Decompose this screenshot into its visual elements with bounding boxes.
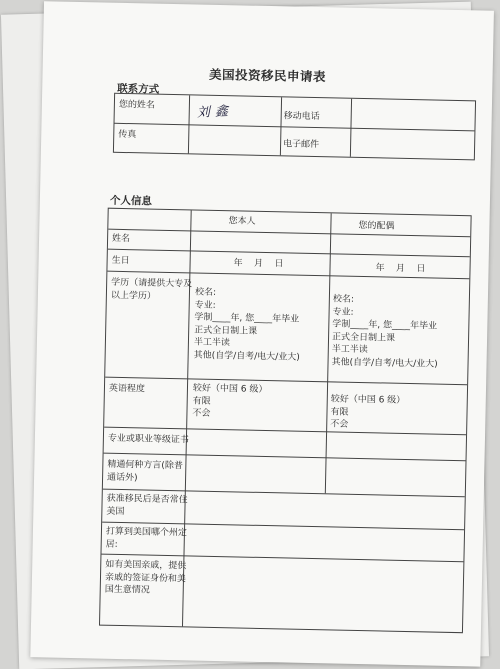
mobile-label: 移动电话 (283, 111, 320, 123)
spouse-birth-date-placeholder: 年 月 日 (375, 263, 426, 275)
row-label-english: 英语程度 (108, 383, 146, 395)
row-label-dialect: 精通何种方言(除普 通话外) (106, 459, 183, 483)
row-label-certificate: 专业或职业等级证书 (107, 433, 190, 446)
row-divider-header (108, 229, 470, 238)
col-spouse-header: 您的配偶 (358, 220, 395, 232)
row-label-state: 打算到美国哪个州定 居: (105, 526, 188, 550)
row-divider-name (108, 249, 470, 258)
row-label-name: 姓名 (111, 233, 131, 245)
fax-label: 传真 (118, 129, 137, 141)
self-birth-date-placeholder: 年 月 日 (233, 258, 284, 270)
contact-table (113, 93, 476, 161)
handwritten-name: 刘鑫 (196, 104, 234, 121)
row-label-birth: 生日 (111, 255, 130, 267)
name-label: 您的姓名 (118, 99, 156, 111)
row-label-education: 学历（请提供大专及 以上学历） (110, 277, 193, 302)
personal-info-table (99, 208, 472, 634)
self-english-options: 较好（中国 6 级） 有限 不会 (192, 383, 268, 419)
row-label-relatives: 如有美国亲戚，提供 亲戚的签证身份和美 国生意情况 (104, 559, 187, 596)
self-spouse-divider (325, 213, 332, 493)
row-divider-education (105, 377, 467, 386)
spouse-english-options: 较好（中国 6 级） 有限 不会 (330, 394, 406, 430)
row-label-residence: 获准移民后是否常住 美国 (106, 493, 188, 517)
spouse-education-detail: 校名: 专业: 学制____年, 您____年毕业 正式全日制上课 半工半读 其他(自学/自考/电大/业大) (331, 294, 438, 370)
personal-section-label: 个人信息 (109, 194, 153, 208)
form-title: 美国投资移民申请表 (208, 66, 327, 85)
contact-row-divider (114, 123, 474, 132)
self-education-detail: 校名: 专业: 学制____年, 您____年毕业 正式全日制上课 半工半读 其他(自学/自考/电大/业大) (193, 287, 300, 363)
email-label: 电子邮件 (283, 139, 320, 151)
contact-section-label: 联系方式 (117, 82, 160, 96)
col-self-header: 您本人 (228, 216, 256, 227)
application-form-sheet (30, 1, 494, 666)
